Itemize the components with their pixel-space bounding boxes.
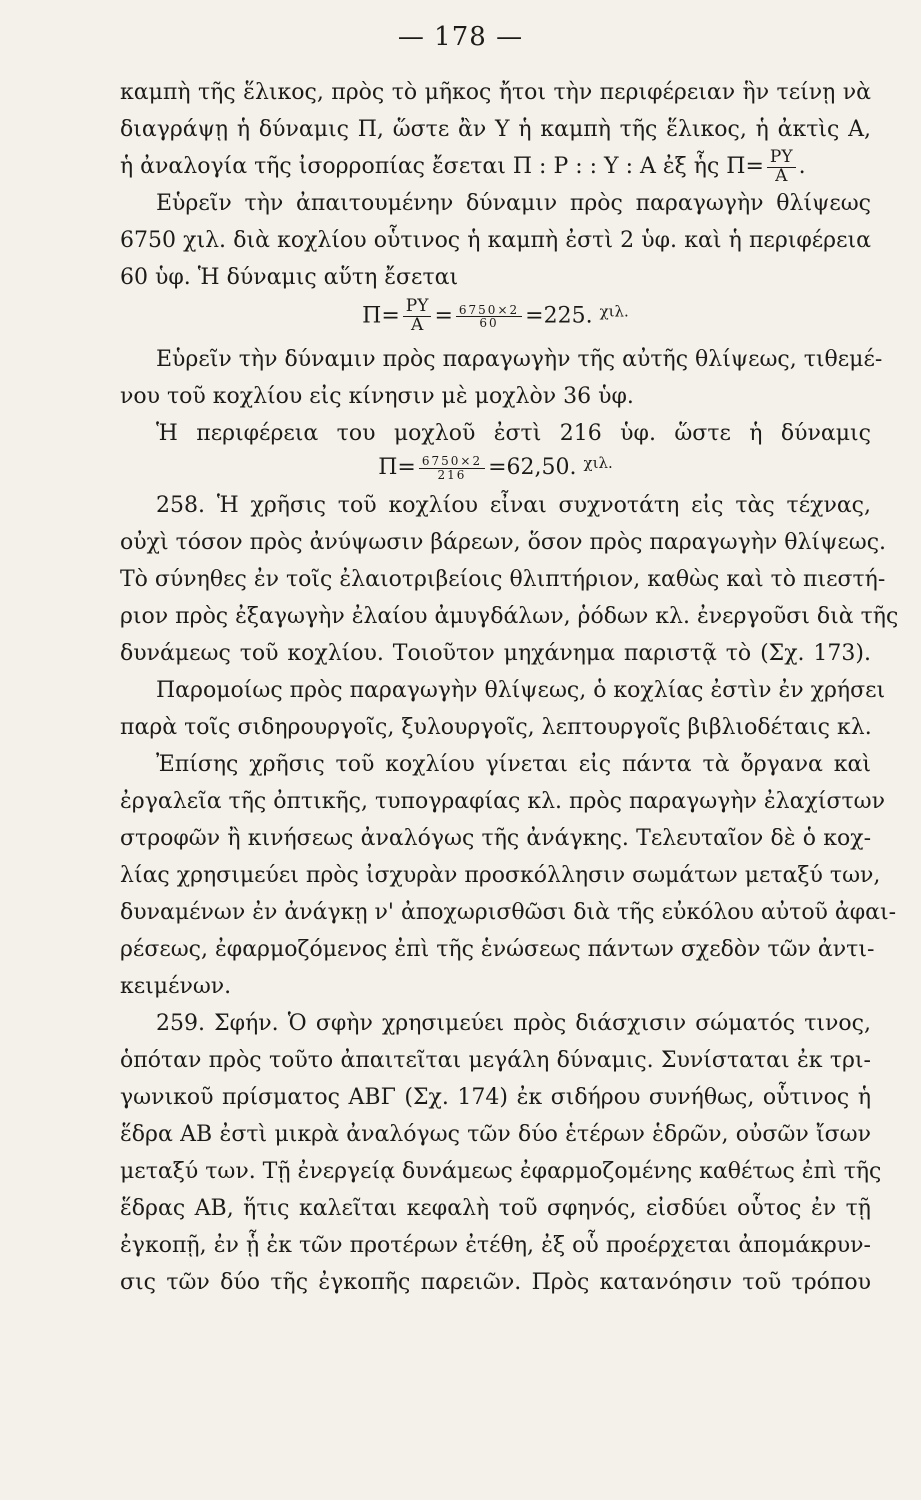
text-line: λίας χρησιμεύει πρὸς ἰσχυρὰν προσκόλλησιν σωμάτων μεταξύ των, bbox=[120, 863, 881, 889]
text-line: ἐγκοπῇ, ἐν ᾗ ἐκ τῶν προτέρων ἐτέθη, ἐξ οὗ προέρχεται ἀπομάκρυν- bbox=[120, 1233, 871, 1259]
fraction-denominator: 60 bbox=[479, 316, 499, 331]
text-line: οὐχὶ τόσον πρὸς ἀνύψωσιν βάρεων, ὅσον πρὸς παραγωγὴν θλίψεως. bbox=[120, 530, 887, 556]
text-line: παρὰ τοῖς σιδηρουργοῖς, ξυλουργοῖς, λεπτουργοῖς βιβλιοδέταις κλ. bbox=[120, 715, 872, 741]
ratio-text: ἡ ἀναλογία τῆς ἰσορροπίας ἔσεται Π : Ρ : : Υ : Α ἐξ ἧς Π= bbox=[120, 154, 764, 179]
text-line: δυναμένων ἐν ἀνάγκῃ ν' ἀποχωρισθῶσι διὰ τῆς εὐκόλου αὐτοῦ ἀφαι- bbox=[120, 900, 897, 926]
text-line: διαγράψῃ ἡ δύναμις Π, ὥστε ἂν Υ ἡ καμπὴ τῆς ἕλικος, ἡ ἀκτὶς Α, bbox=[120, 117, 871, 142]
text-line: ριον πρὸς ἐξαγωγὴν ἐλαίου ἀμυγδάλων, ῥόδων κλ. ἐνεργοῦσι διὰ τῆς bbox=[120, 604, 899, 630]
fraction-denominator: Α bbox=[410, 315, 424, 336]
text-line: στροφῶν ἢ κινήσεως ἀναλόγως τῆς ἀνάγκης. Τελευταῖον δὲ ὁ κοχ- bbox=[120, 826, 871, 852]
fraction-numerator: ΡΥ bbox=[767, 149, 796, 168]
text-line: ἕδρας ΑΒ, ἥτις καλεῖται κεφαλὴ τοῦ σφηνός, εἰσδύει οὗτος ἐν τῇ bbox=[120, 1196, 871, 1222]
page-number: — 178 — bbox=[397, 22, 524, 52]
text-line: Εὑρεῖν τὴν ἀπαιτουμένην δύναμιν πρὸς παραγωγὴν θλίψεως bbox=[156, 191, 871, 217]
text-line: δυνάμεως τοῦ κοχλίου. Τοιοῦτον μηχάνημα παριστᾷ τὸ (Σχ. 173). bbox=[120, 641, 871, 667]
unit-label: χιλ. bbox=[599, 302, 629, 321]
ratio-fraction bbox=[767, 146, 796, 186]
text-line: ρέσεως, ἐφαρμοζόμενος ἐπὶ τῆς ἑνώσεως πάντων σχεδὸν τῶν ἀντι- bbox=[120, 937, 875, 963]
fraction-denominator: Α bbox=[775, 165, 788, 186]
equation-1 bbox=[120, 298, 871, 335]
fraction bbox=[403, 298, 432, 335]
text-line: γωνικοῦ πρίσματος ΑΒΓ (Σχ. 174) ἐκ σιδήρου συνήθως, οὗτινος ἡ bbox=[120, 1085, 871, 1111]
text-line: καμπὴ τῆς ἕλικος, πρὸς τὸ μῆκος ἤτοι τὴν περιφέρειαν ἣν τείνῃ νὰ bbox=[120, 80, 871, 105]
text-line: ἐργαλεῖα τῆς ὀπτικῆς, τυπογραφίας κλ. πρὸς παραγωγὴν ἐλαχίστων bbox=[120, 789, 885, 815]
text-line: Εὑρεῖν τὴν δύναμιν πρὸς παραγωγὴν τῆς αὐτῆς θλίψεως, τιθεμέ- bbox=[156, 347, 883, 373]
equation-result: =62,50. bbox=[488, 455, 577, 481]
text-line: ὁπόταν πρὸς τοῦτο ἀπαιτεῖται μεγάλη δύναμις. Συνίσταται ἐκ τρι- bbox=[120, 1048, 871, 1074]
fraction bbox=[419, 455, 485, 481]
text-line: Ἡ περιφέρεια του μοχλοῦ ἐστὶ 216 ὑφ. ὥστε ἡ δύναμις bbox=[156, 421, 871, 447]
text-line: ἕδρα ΑΒ ἐστὶ μικρὰ ἀναλόγως τῶν δύο ἑτέρων ἑδρῶν, οὐσῶν ἴσων bbox=[120, 1122, 871, 1148]
text-line: Ἐπίσης χρῆσις τοῦ κοχλίου γίνεται εἰς πάντα τὰ ὄργανα καὶ bbox=[156, 752, 871, 778]
section-258-line: 258. Ἡ χρῆσις τοῦ κοχλίου εἶναι συχνοτάτη εἰς τὰς τέχνας, bbox=[156, 493, 871, 519]
equation-lhs: Π= bbox=[362, 303, 400, 329]
text-line: 60 ὑφ. Ἡ δύναμις αὕτη ἔσεται bbox=[120, 265, 459, 291]
unit-label: χιλ. bbox=[583, 454, 613, 473]
fraction bbox=[456, 304, 522, 330]
text-line: σις τῶν δύο τῆς ἐγκοπῆς παρειῶν. Πρὸς κατανόησιν τοῦ τρόπου bbox=[120, 1270, 871, 1296]
fraction-denominator: 216 bbox=[437, 467, 467, 482]
equation-2 bbox=[120, 454, 871, 481]
equals-sign: = bbox=[434, 303, 453, 329]
fraction-numerator: 6750×2 bbox=[419, 455, 485, 469]
text-line: νου τοῦ κοχλίου εἰς κίνησιν μὲ μοχλὸν 36 ὑφ. bbox=[120, 384, 634, 410]
ratio-equation: ἡ ἀναλογία τῆς ἰσορροπίας ἔσεται Π : Ρ : : Υ : Α ἐξ ἧς Π= $\frac{P\Upsilon}{A}$ . bbox=[120, 146, 806, 186]
text-line: Παρομοίως πρὸς παραγωγὴν θλίψεως, ὁ κοχλίας ἐστὶν ἐν χρήσει bbox=[156, 678, 886, 704]
fraction-numerator: 6750×2 bbox=[456, 304, 522, 318]
text-line: Τὸ σύνηθες ἐν τοῖς ἐλαιοτριβείοις θλιπτήριον, καθὼς καὶ τὸ πιεστή- bbox=[120, 567, 886, 593]
text-line: 6750 χιλ. διὰ κοχλίου οὗτινος ἡ καμπὴ ἐστὶ 2 ὑφ. καὶ ἡ περιφέρεια bbox=[120, 228, 871, 254]
text-line: μεταξύ των. Τῇ ἐνεργείᾳ δυνάμεως ἐφαρμοζομένης καθέτως ἐπὶ τῆς bbox=[120, 1159, 882, 1185]
equation-result: =225. bbox=[525, 303, 593, 329]
text-line: κειμένων. bbox=[120, 974, 232, 1000]
equation-lhs: Π= bbox=[378, 455, 416, 481]
fraction-numerator: ΡΥ bbox=[403, 298, 432, 317]
section-259-line: 259. Σφήν. Ὁ σφὴν χρησιμεύει πρὸς διάσχισιν σώματός τινος, bbox=[156, 1011, 871, 1037]
